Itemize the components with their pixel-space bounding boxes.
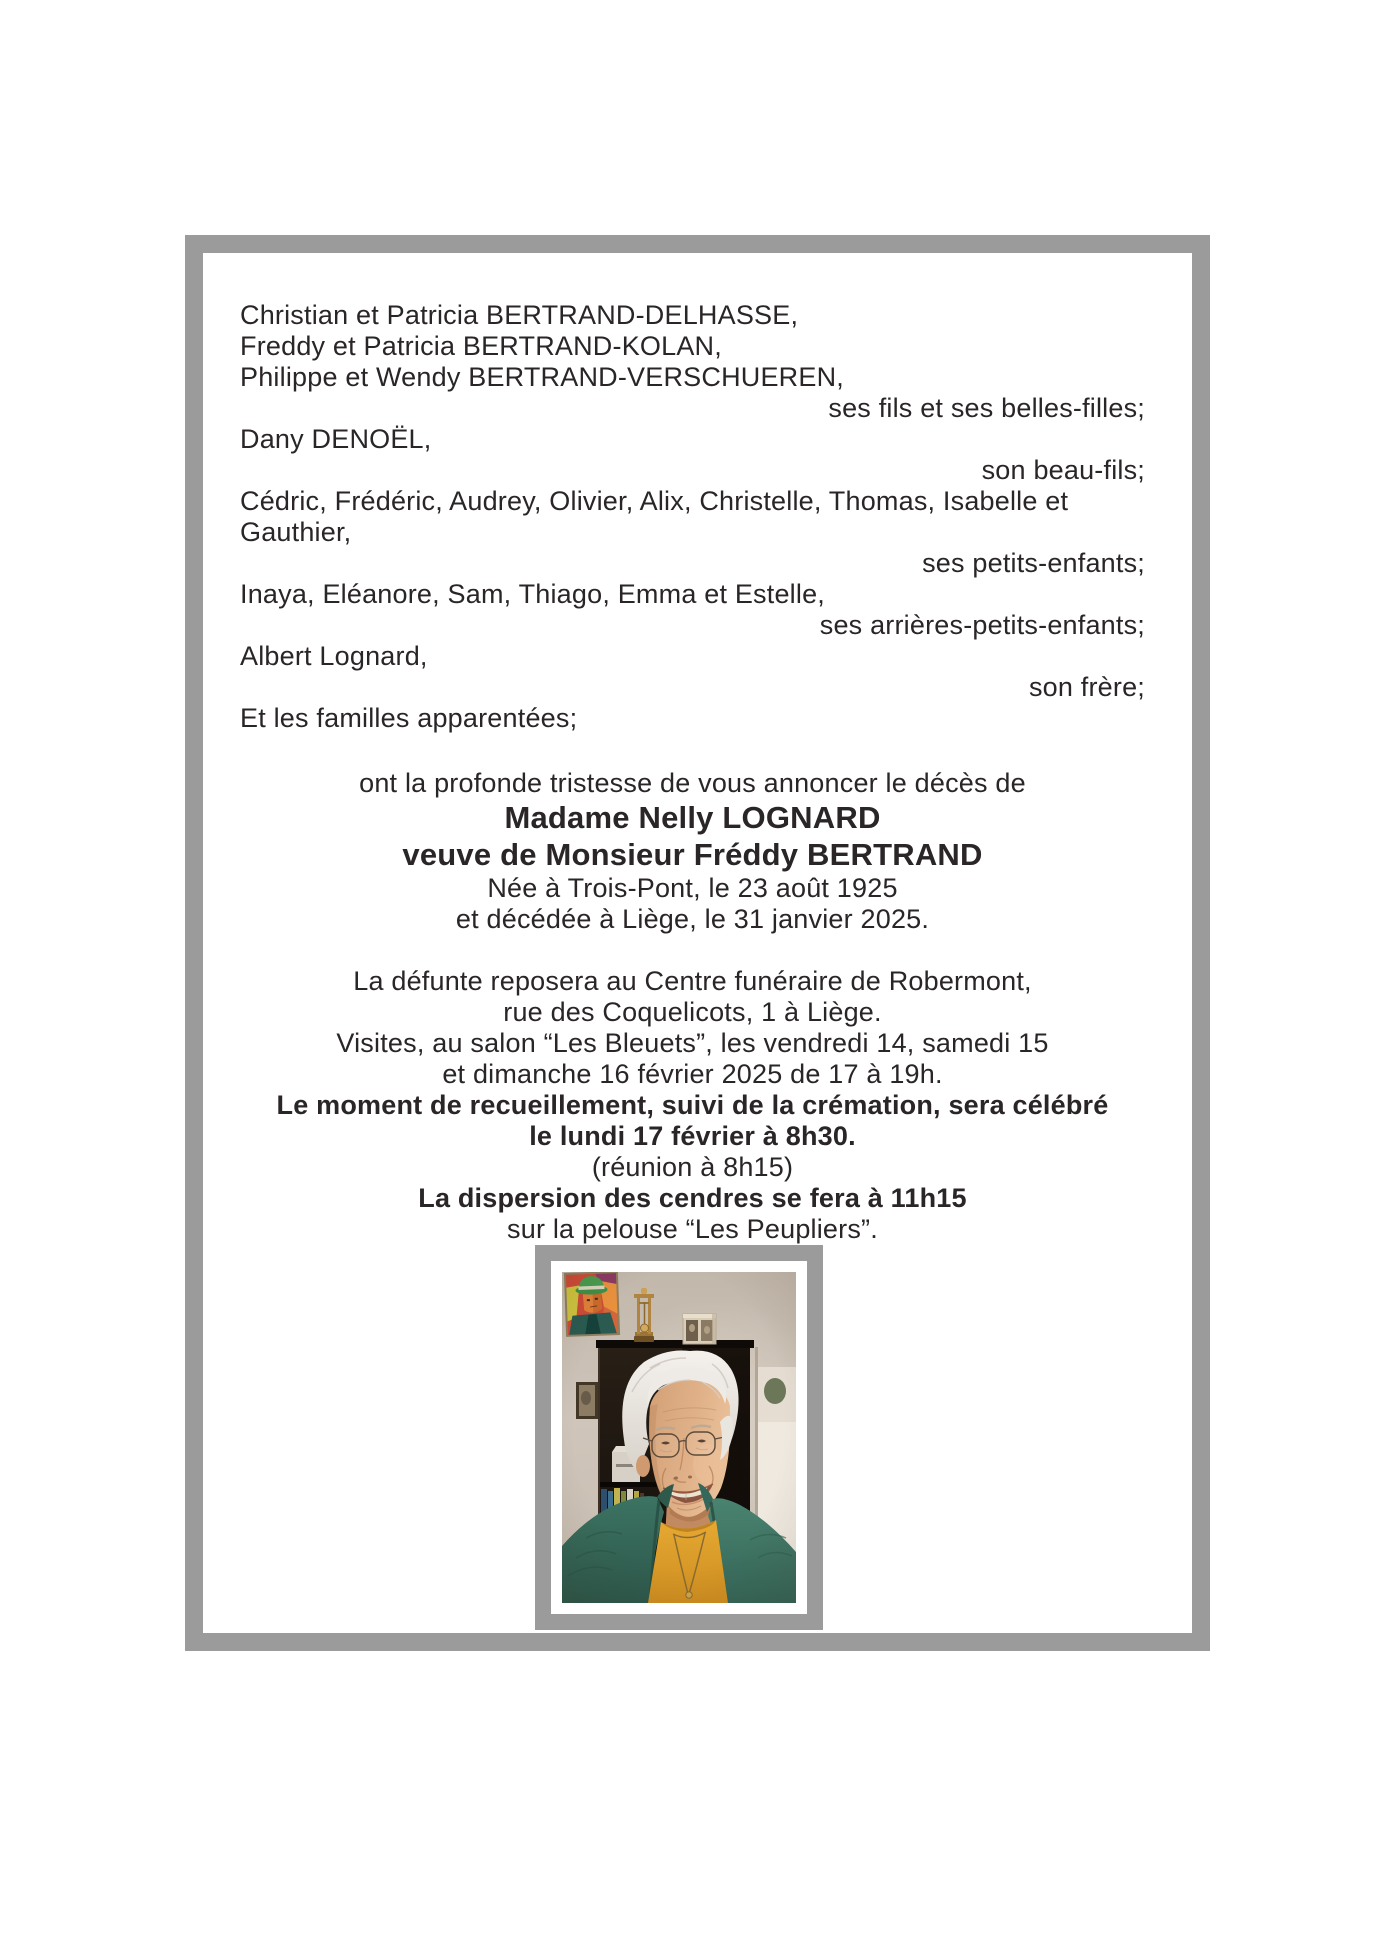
spacer (240, 935, 1145, 966)
memorial-card-content (203, 253, 1192, 1630)
ceremony-line: La défunte reposera au Centre funéraire de Robermont, (353, 966, 1032, 996)
death-line: et décédée à Liège, le 31 janvier 2025. (455, 904, 930, 934)
family-line: Dany DENOËL, (240, 424, 432, 454)
family-line: Freddy et Patricia BERTRAND-KOLAN, (240, 331, 722, 361)
ceremony-line: et dimanche 16 février 2025 de 17 à 19h. (442, 1059, 943, 1089)
deceased-subtitle: veuve de Monsieur Fréddy BERTRAND (402, 837, 983, 872)
ceremony-line-bold: Le moment de recueillement, suivi de la crémation, sera célébré (276, 1090, 1109, 1120)
ceremony-line-bold: le lundi 17 février à 8h30. (529, 1121, 856, 1151)
ceremony-line: Visites, au salon “Les Bleuets”, les vendredi 14, samedi 15 (336, 1028, 1049, 1058)
relation-line: ses fils et ses belles-filles; (828, 393, 1145, 423)
photo-vignette (562, 1272, 796, 1603)
relation-line: ses arrières-petits-enfants; (819, 610, 1145, 640)
announcement-line: ont la profonde tristesse de vous annoncer le décès de (359, 768, 1026, 798)
photo-frame (535, 1245, 823, 1630)
family-line: Philippe et Wendy BERTRAND-VERSCHUEREN, (240, 362, 844, 392)
photo-matte (551, 1261, 807, 1614)
family-line: Gauthier, (240, 517, 352, 547)
relation-line: ses petits-enfants; (922, 548, 1145, 578)
spacer (240, 734, 1145, 768)
family-line: Inaya, Eléanore, Sam, Thiago, Emma et Estelle, (240, 579, 825, 609)
ceremony-line: rue des Coquelicots, 1 à Liège. (503, 997, 882, 1027)
family-line: Albert Lognard, (240, 641, 428, 671)
deceased-name: Madame Nelly LOGNARD (504, 800, 881, 835)
family-line: Et les familles apparentées; (240, 703, 578, 733)
portrait-photo (562, 1272, 796, 1603)
family-line: Christian et Patricia BERTRAND-DELHASSE, (240, 300, 799, 330)
relation-line: son frère; (1028, 672, 1145, 702)
ceremony-line-bold: La dispersion des cendres se fera à 11h15 (418, 1183, 967, 1213)
ceremony-line: (réunion à 8h15) (591, 1152, 794, 1182)
relation-line: son beau-fils; (981, 455, 1145, 485)
ceremony-line: sur la pelouse “Les Peupliers”. (507, 1214, 878, 1244)
family-line: Cédric, Frédéric, Audrey, Olivier, Alix, Christelle, Thomas, Isabelle et (240, 486, 1069, 516)
birth-line: Née à Trois-Pont, le 23 août 1925 (487, 873, 898, 903)
memorial-card (185, 235, 1210, 1651)
